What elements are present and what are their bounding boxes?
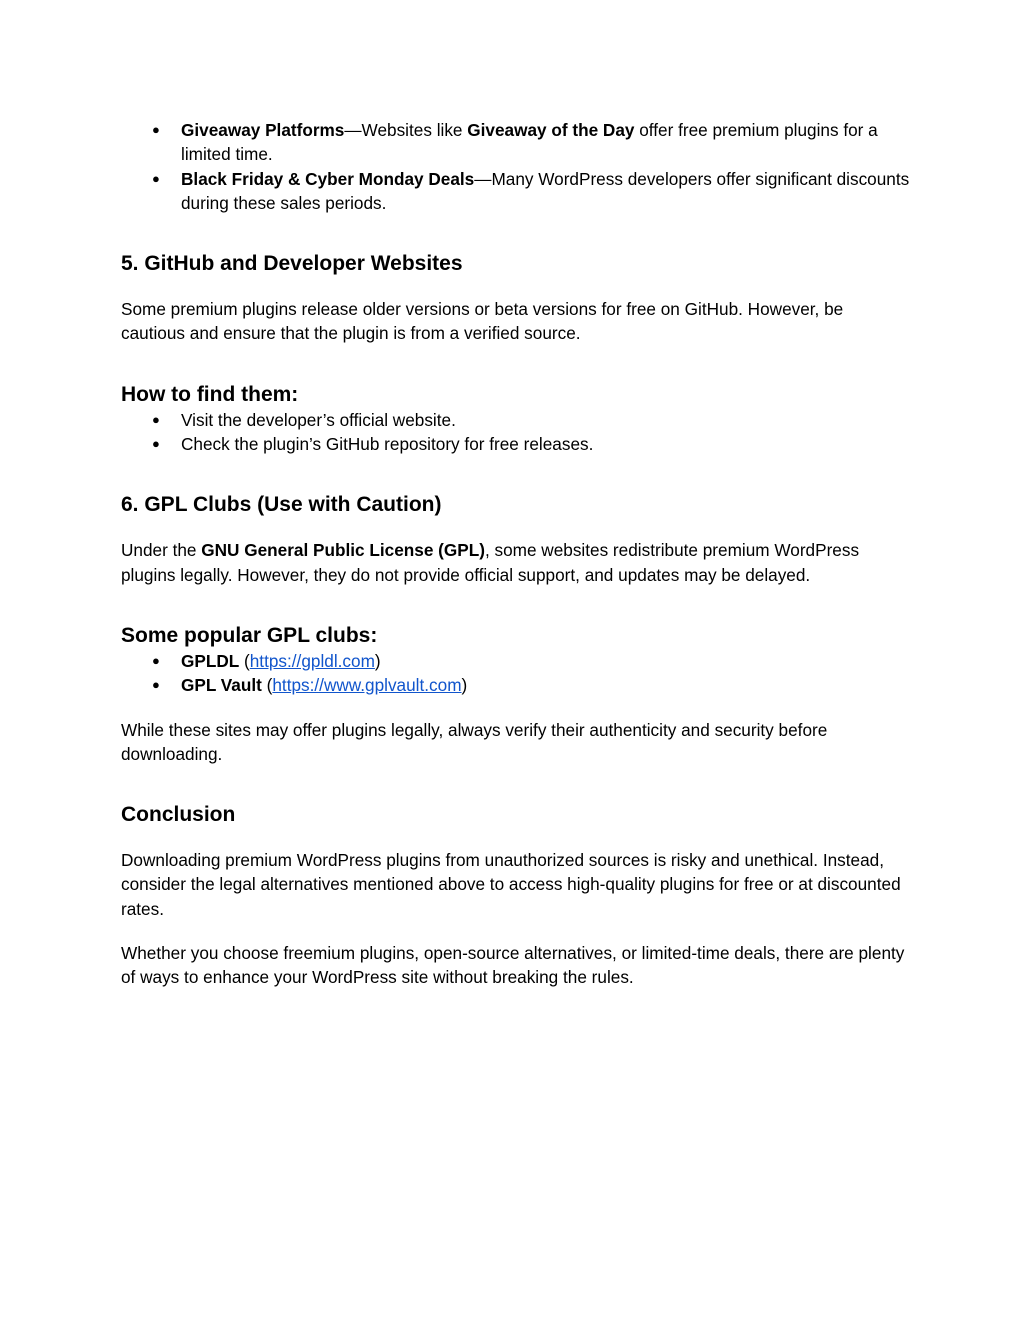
paragraph-text: , some websites redistribute premium WordPress plugins legally. However, they do not provide official support, and updates may be delayed.: [121, 540, 860, 585]
list-item-text: Visit the developer’s official website.: [181, 409, 456, 430]
gplvault-link[interactable]: https://www.gplvault.com: [272, 675, 462, 696]
document-page: [121, 118, 911, 990]
subheading-how-to-find: How to find them:: [121, 382, 299, 406]
section-paragraph: [121, 538, 911, 587]
paren-close: ): [461, 675, 468, 696]
list-item-text: Websites like: [361, 120, 468, 140]
section-heading-github: 5. GitHub and Developer Websites: [121, 252, 463, 276]
bullet-icon: ●: [152, 411, 160, 427]
section-paragraph: Some premium plugins release older versions or beta versions for free on GitHub. However, be cautious and ensure that the plugin is from a verified source.: [121, 299, 844, 344]
bullet-icon: ●: [152, 677, 160, 693]
section-heading-conclusion: Conclusion: [121, 803, 236, 827]
list-item-emphasis: Giveaway of the Day: [467, 120, 635, 140]
list-item: [121, 673, 911, 697]
list-item-title: Black Friday & Cyber Monday Deals: [181, 168, 475, 189]
list-item-text: offer free premium plugins for a limited time.: [181, 120, 878, 165]
bullet-icon: ●: [152, 652, 160, 668]
conclusion-paragraph: Downloading premium WordPress plugins from unauthorized sources is risky and unethical. Instead, consider the legal alternatives mentioned above to access high-quality plugins for free or at discounted rates.: [121, 850, 901, 919]
list-item: [121, 649, 911, 673]
list-item: [121, 408, 911, 432]
list-item-title: Giveaway Platforms: [181, 120, 345, 140]
paren-open: (: [239, 650, 250, 671]
section-heading-gpl-clubs: 6. GPL Clubs (Use with Caution): [121, 493, 442, 517]
gpl-emphasis: GNU General Public License (GPL): [201, 540, 485, 561]
intro-bullet-list: [121, 118, 911, 215]
list-item-text: Many WordPress developers offer significant discounts during these sales periods.: [181, 168, 910, 213]
clubs-bullet-list: [121, 649, 911, 698]
bullet-icon: ●: [152, 122, 160, 137]
paragraph-text: Under the: [121, 540, 202, 561]
em-dash: —: [344, 120, 362, 140]
list-item: [121, 118, 911, 167]
paren-close: ): [374, 650, 381, 671]
subheading-popular-clubs: Some popular GPL clubs:: [121, 623, 378, 647]
clubs-note: While these sites may offer plugins legally, always verify their authenticity and security before downloading.: [121, 719, 828, 764]
list-item: [121, 432, 911, 456]
club-name: GPLDL: [181, 650, 240, 671]
find-bullet-list: [121, 408, 911, 457]
list-item-text: Check the plugin’s GitHub repository for free releases.: [181, 434, 594, 455]
bullet-icon: ●: [152, 436, 160, 452]
em-dash: —: [474, 168, 492, 189]
paren-open: (: [261, 675, 273, 696]
conclusion-paragraph: Whether you choose freemium plugins, open-source alternatives, or limited-time deals, there are plenty of ways to enhance your WordPress site without breaking the rules.: [121, 943, 905, 988]
gpldl-link[interactable]: https://gpldl.com: [249, 650, 375, 671]
club-name: GPL Vault: [181, 675, 262, 696]
list-item: [121, 167, 911, 216]
bullet-icon: ●: [152, 170, 160, 186]
